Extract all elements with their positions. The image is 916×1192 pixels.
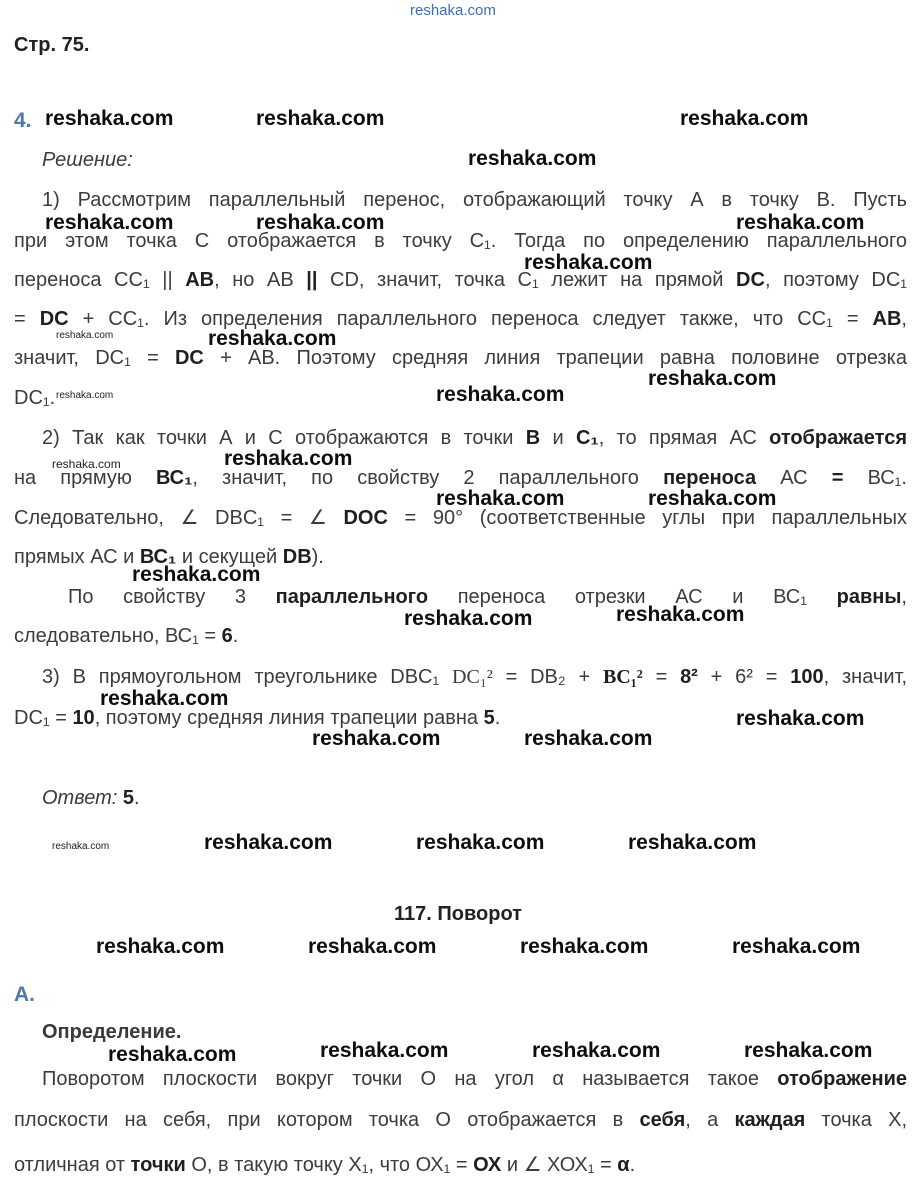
watermark-small[interactable]: reshaka.com (56, 390, 114, 401)
watermark[interactable]: reshaka.com (96, 935, 225, 958)
watermark[interactable]: reshaka.com (312, 727, 441, 750)
solution-label: Решение: (42, 149, 133, 171)
site-watermark-top[interactable]: reshaka.com (410, 2, 496, 19)
p4-line1: 3) В прямоугольном треугольнике DBC₁ DC₁² = DB₂ + BC₁² = 8² + 6² = 100, значит, (42, 666, 907, 688)
p2-line4: прямых АС и ВС₁ и секущей DB). (14, 546, 324, 568)
answer: Ответ: 5. (42, 787, 140, 809)
watermark[interactable]: reshaka.com (436, 383, 565, 406)
watermark[interactable]: reshaka.com (436, 487, 565, 510)
watermark[interactable]: reshaka.com (45, 107, 174, 130)
p2-line2: на прямую ВС₁, значит, по свойству 2 параллельного переноса АС = ВС₁. (14, 467, 907, 489)
watermark[interactable]: reshaka.com (416, 831, 545, 854)
watermark[interactable]: reshaka.com (204, 831, 333, 854)
watermark[interactable]: reshaka.com (680, 107, 809, 130)
watermark[interactable]: reshaka.com (308, 935, 437, 958)
p1-line3: переноса СС₁ || АВ, но АВ || CD, значит, точка С₁ лежит на прямой DC, поэтому DC₁ (14, 269, 908, 291)
watermark-small[interactable]: reshaka.com (52, 457, 121, 471)
watermark[interactable]: reshaka.com (520, 935, 649, 958)
def-line1: Поворотом плоскости вокруг точки О на угол α называется такое отображение (42, 1068, 907, 1090)
watermark-small[interactable]: reshaka.com (56, 330, 114, 341)
watermark[interactable]: reshaka.com (132, 563, 261, 586)
watermark[interactable]: reshaka.com (100, 687, 229, 710)
section-title: 117. Поворот (394, 903, 522, 925)
watermark-small[interactable]: reshaka.com (52, 841, 110, 852)
task-number: 4. (14, 109, 32, 132)
page-number: Стр. 75. (14, 34, 90, 56)
watermark[interactable]: reshaka.com (732, 935, 861, 958)
p1-line4: = DC + CC₁. Из определения параллельного переноса следует также, что CC₁ = AB, (14, 308, 907, 330)
answer-value: 5 (122, 787, 135, 809)
section-letter: А. (14, 983, 35, 1006)
p2-line1: 2) Так как точки А и С отображаются в точки В и С₁, то прямая АС отображается (42, 427, 907, 449)
watermark[interactable]: reshaka.com (208, 327, 337, 350)
watermark[interactable]: reshaka.com (736, 707, 865, 730)
watermark[interactable]: reshaka.com (108, 1043, 237, 1066)
watermark[interactable]: reshaka.com (616, 603, 745, 626)
watermark[interactable]: reshaka.com (45, 211, 174, 234)
watermark[interactable]: reshaka.com (224, 447, 353, 470)
p2-line3: Следовательно, ∠ DBC₁ = ∠ DOC = 90° (соответственные углы при параллельных (14, 507, 908, 529)
p1-line5: значит, DC₁ = DC + АВ. Поэтому средняя линия трапеции равна половине отрезка (14, 347, 907, 369)
watermark[interactable]: reshaka.com (736, 211, 865, 234)
p3-line1: По свойству 3 параллельного переноса отрезки АС и ВС₁ равны, (68, 586, 907, 608)
p4-line2: DC₁ = 10, поэтому средняя линия трапеции равна 5. (14, 707, 501, 729)
watermark[interactable]: reshaka.com (524, 251, 653, 274)
watermark[interactable]: reshaka.com (744, 1039, 873, 1062)
definition-label: Определение. (42, 1021, 182, 1043)
p1-line1: 1) Рассмотрим параллельный перенос, отображающий точку А в точку В. Пусть (42, 189, 907, 211)
watermark[interactable]: reshaka.com (404, 607, 533, 630)
watermark[interactable]: reshaka.com (256, 107, 385, 130)
watermark[interactable]: reshaka.com (648, 367, 777, 390)
answer-label: Ответ: (42, 787, 118, 809)
watermark[interactable]: reshaka.com (256, 211, 385, 234)
watermark[interactable]: reshaka.com (468, 147, 597, 170)
p1-line2: при этом точка С отображается в точку С₁. Тогда по определению параллельного (14, 230, 907, 252)
def-line2: плоскости на себя, при котором точка О отображается в себя, а каждая точка Х, (14, 1109, 908, 1131)
watermark[interactable]: reshaka.com (524, 727, 653, 750)
watermark[interactable]: reshaka.com (320, 1039, 449, 1062)
def-line3: отличная от точки О, в такую точку Х₁, что ОХ₁ = ОХ и ∠ ХОХ₁ = α. (14, 1154, 636, 1176)
watermark[interactable]: reshaka.com (628, 831, 757, 854)
p1-line6: DC₁. (14, 387, 56, 409)
watermark[interactable]: reshaka.com (532, 1039, 661, 1062)
p3-line2: следовательно, ВС₁ = 6. (14, 625, 239, 647)
watermark[interactable]: reshaka.com (648, 487, 777, 510)
